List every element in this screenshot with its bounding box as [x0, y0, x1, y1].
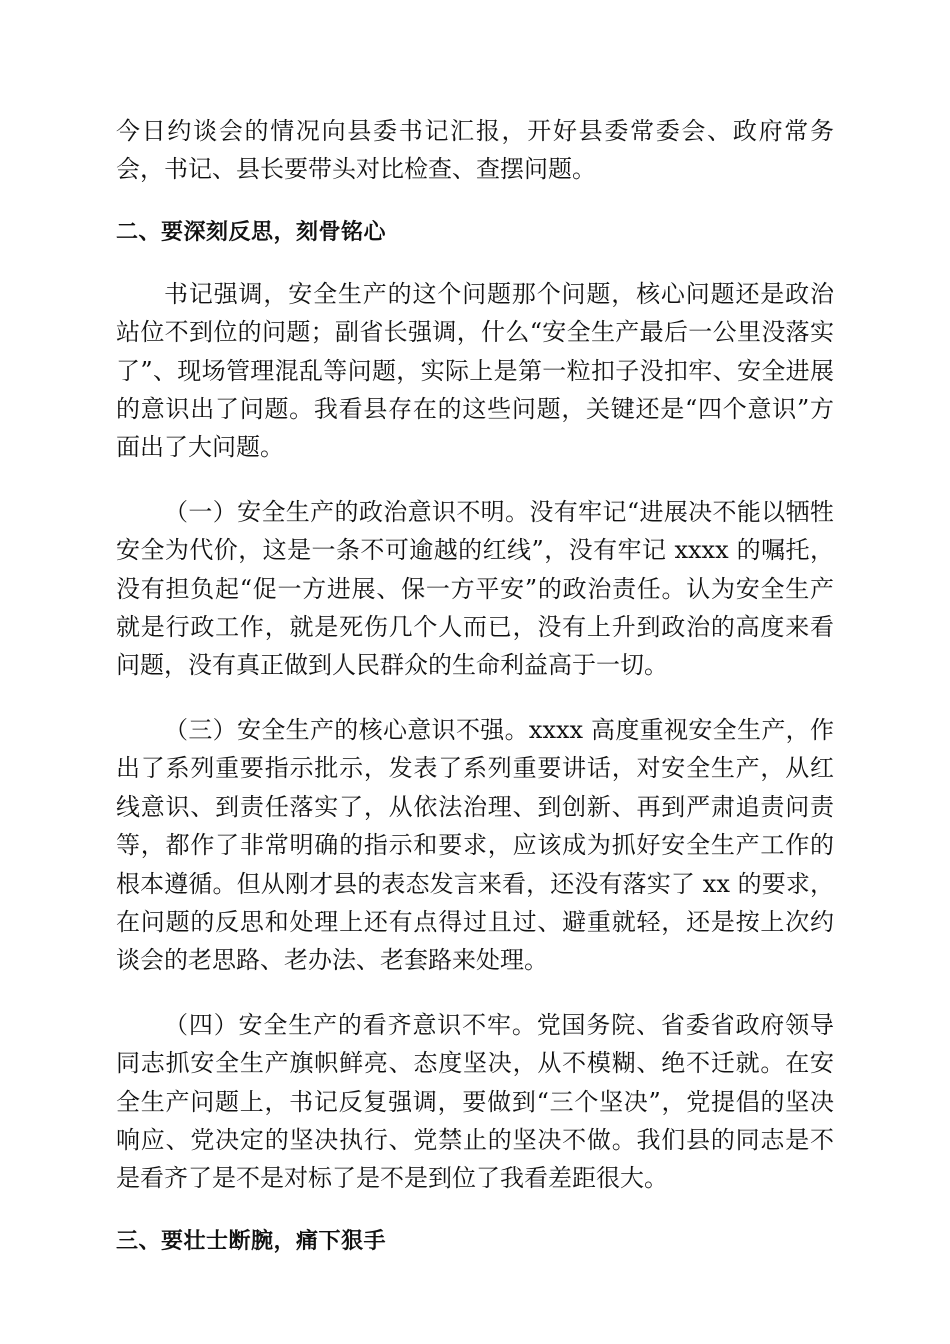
section-heading-2: 二、要深刻反思，刻骨铭心 — [116, 218, 387, 245]
section-heading-3: 三、要壮士断腕，痛下狠手 — [116, 1227, 387, 1254]
paragraph-reflection-intro: 书记强调，安全生产的这个问题那个问题，核心问题还是政治站位不到位的问题；副省长强调，什么“安全生产最后一公里没落实了”、现场管理混乱等问题，实际上是第一粒扣子没扣牢、安全进展的意识出了问题。我看县存在的这些问题，关键还是“四个意识”方面出了大问题。 — [116, 279, 834, 462]
document-page — [116, 112, 834, 1260]
paragraph-core-awareness: （三）安全生产的核心意识不强。xxxx 高度重视安全生产，作出了系列重要指示批示，发表了系列重要讲话，对安全生产，从红线意识、到责任落实了，从依法治理、到创新、再到严肃追责问责等，都作了非常明确的指示和要求，应该成为抓好安全生产工作的根本遵循。但从刚才县的表态发言来看，还没有落实了 xx 的要求，在问题的反思和处理上还有点得过且过、避重就轻，还是按上次约谈会的老思路、老办法、老套路来处理。 — [116, 715, 834, 975]
paragraph-continuation: 今日约谈会的情况向县委书记汇报，开好县委常委会、政府常务会，书记、县长要带头对比检查、查摆问题。 — [116, 117, 834, 184]
paragraph-alignment-awareness: （四）安全生产的看齐意识不牢。党国务院、省委省政府领导同志抓安全生产旗帜鲜亮、态度坚决，从不模糊、绝不迁就。在安全生产问题上，书记反复强调，要做到“三个坚决”，党提倡的坚决响应、党决定的坚决执行、党禁止的坚决不做。我们县的同志是不是看齐了是不是对标了是不是到位了我看差距很大。 — [116, 1010, 834, 1193]
paragraph-political-awareness: （一）安全生产的政治意识不明。没有牢记“进展决不能以牺牲安全为代价，这是一条不可逾越的红线”，没有牢记 xxxx 的嘱托，没有担负起“促一方进展、保一方平安”的政治责任。认为安全生产就是行政工作，就是死伤几个人而已，没有上升到政治的高度来看问题，没有真正做到人民群众的生命利益高于一切。 — [116, 497, 834, 680]
